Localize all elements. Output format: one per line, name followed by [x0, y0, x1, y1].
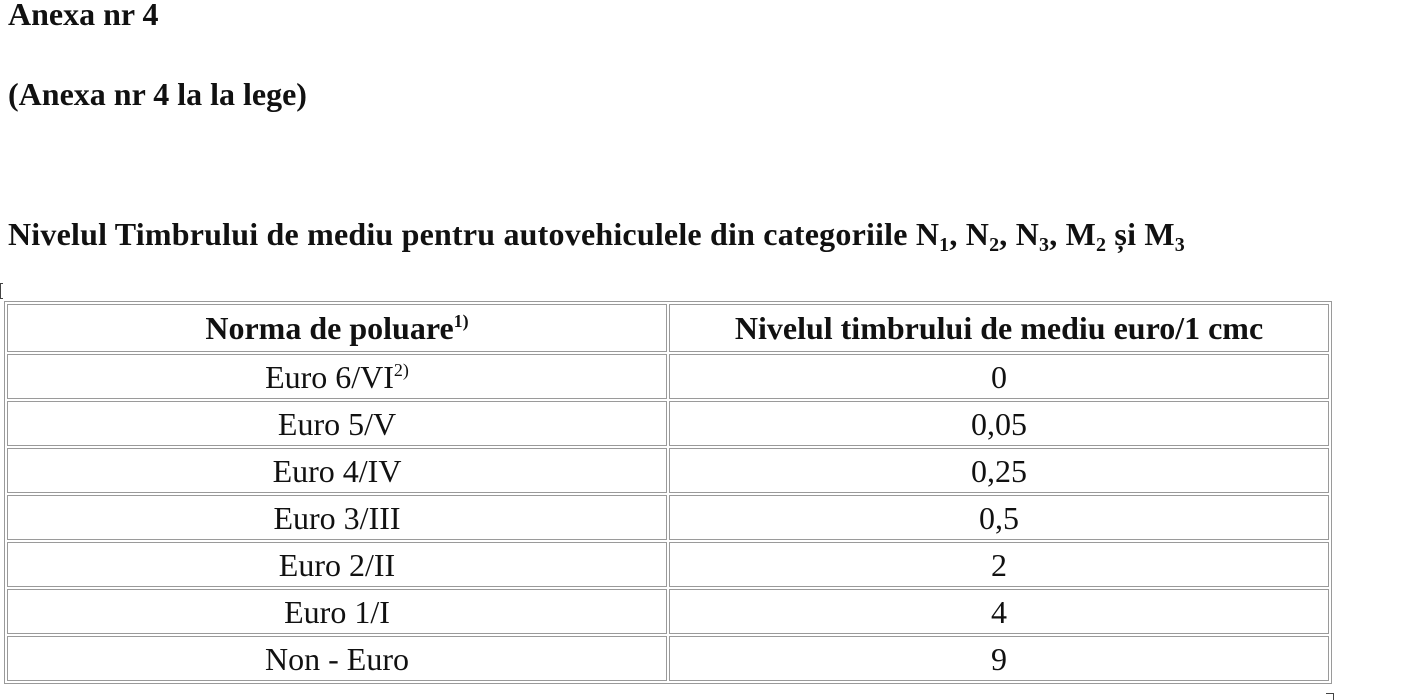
pollution-norm-cell: Euro 2/II [7, 542, 667, 587]
caption-prefix: Nivelul Timbrului de mediu pentru autovehiculele din categoriile [8, 216, 916, 252]
table-row [7, 448, 1329, 493]
stamp-level-cell: 0,25 [669, 448, 1329, 493]
category-m2: $M_2$ [1065, 216, 1107, 256]
footnote-ref: 1) [453, 311, 469, 331]
annex-subtitle: (Anexa nr 4 la la lege) [8, 76, 307, 112]
category-m3: $M_3$ [1144, 216, 1185, 256]
table-row [7, 542, 1329, 587]
pollution-norm-cell: Euro 5/V [7, 401, 667, 446]
text-selection-marker-right [1326, 693, 1334, 700]
text-selection-marker-left [0, 283, 3, 299]
category-n3: $N_3$ [1015, 216, 1050, 256]
header-stamp-level: Nivelul timbrului de mediu euro/1 cmc [669, 304, 1329, 352]
emissions-table [4, 301, 1332, 684]
pollution-norm-cell: Euro 1/I [7, 589, 667, 634]
pollution-norm-cell: Euro 4/IV [7, 448, 667, 493]
table-header-row [7, 304, 1329, 352]
pollution-norm-cell: Euro 3/III [7, 495, 667, 540]
stamp-level-cell: 0,5 [669, 495, 1329, 540]
table-row [7, 636, 1329, 681]
stamp-level-cell: 4 [669, 589, 1329, 634]
table-caption: Nivelul Timbrului de mediu pentru autovehiculele din categoriile $N_1$, $N_2$, $N_3$, $M_2$ și $M_3$ [8, 216, 1185, 256]
stamp-level-cell: 9 [669, 636, 1329, 681]
pollution-norm-cell: Euro 6/VI$^{2)}$ [7, 354, 667, 399]
pollution-norm-cell: Non - Euro [7, 636, 667, 681]
table-row [7, 495, 1329, 540]
stamp-level-cell: 0 [669, 354, 1329, 399]
category-n2: $N_2$ [965, 216, 1000, 256]
table-row [7, 354, 1329, 399]
table-row [7, 589, 1329, 634]
stamp-level-cell: 0,05 [669, 401, 1329, 446]
footnote-ref: 2) [393, 359, 409, 380]
table-row [7, 401, 1329, 446]
category-n1: $N_1$ [915, 216, 950, 256]
annex-title: Anexa nr 4 [8, 0, 159, 32]
header-pollution-norm: Norma de poluare$^{1)}$ [7, 304, 667, 352]
stamp-level-cell: 2 [669, 542, 1329, 587]
